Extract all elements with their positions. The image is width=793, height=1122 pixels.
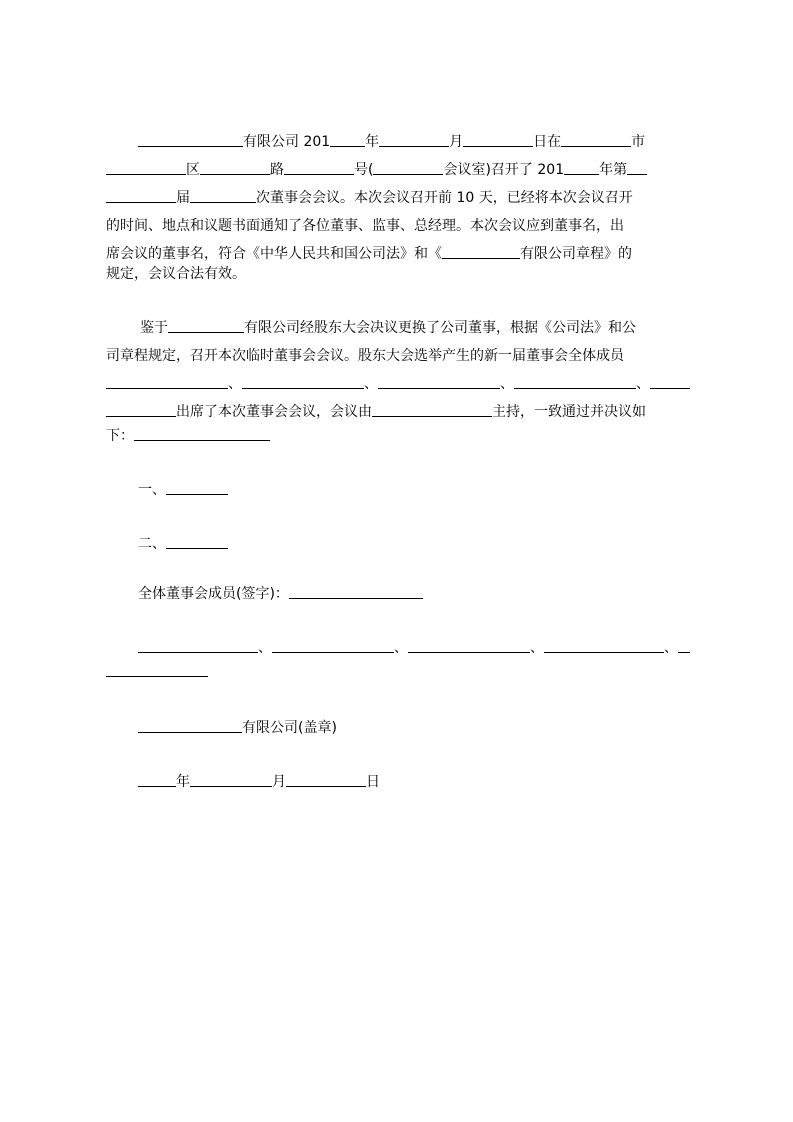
p1-line-1: 有限公司 201 年 月 日在 市: [106, 128, 699, 156]
p1-line-6: 规定，会议合法有效。: [106, 266, 246, 282]
number-blank[interactable]: [284, 157, 354, 175]
member-blank-5[interactable]: [650, 371, 690, 389]
month-blank[interactable]: [379, 129, 449, 147]
resolution-blank[interactable]: [134, 423, 270, 441]
signature-member-1[interactable]: [138, 635, 258, 653]
city-blank[interactable]: [561, 129, 631, 147]
date-month-blank[interactable]: [190, 769, 272, 787]
resolution-item-2: 二、: [106, 530, 699, 558]
signature-label-line: 全体董事会成员(签字)：: [106, 580, 699, 608]
member-blank-6[interactable]: [106, 399, 176, 417]
date-line: 年 月 日: [106, 768, 699, 796]
signature-members-line-2: [106, 658, 699, 686]
member-blank-2[interactable]: [242, 371, 364, 389]
road-blank[interactable]: [200, 157, 270, 175]
p1-line-3: 届 次董事会会议。本次会议召开前 10 天，已经将本次会议召开: [106, 184, 699, 212]
seal-line: 有限公司(盖章): [106, 714, 699, 742]
date-day-blank[interactable]: [286, 769, 366, 787]
company-name-blank-2[interactable]: [442, 241, 520, 259]
member-blank-3[interactable]: [378, 371, 500, 389]
p1-line-2: 区 路 号( 会议室)召开了 201 年第: [106, 156, 699, 184]
seal-company-blank[interactable]: [138, 715, 242, 733]
resolution-1-blank[interactable]: [166, 477, 228, 495]
p2-line-5: 下：: [106, 422, 699, 450]
signature-member-6[interactable]: [106, 659, 208, 677]
signature-member-2[interactable]: [272, 635, 394, 653]
date-year-blank[interactable]: [138, 769, 176, 787]
session-blank[interactable]: [627, 157, 647, 175]
p2-line-2: 司章程规定，召开本次临时董事会会议。股东大会选举产生的新一届董事会全体成员: [106, 348, 624, 364]
member-blank-4[interactable]: [514, 371, 636, 389]
meeting-count-blank[interactable]: [190, 185, 256, 203]
signature-member-4[interactable]: [544, 635, 664, 653]
p2-line-1: 鉴于 有限公司经股东大会决议更换了公司董事，根据《公司法》和公: [106, 314, 699, 342]
day-blank[interactable]: [463, 129, 533, 147]
p2-line-4: 出席了本次董事会会议，会议由 主持，一致通过并决议如: [106, 398, 699, 426]
member-blank-1[interactable]: [106, 371, 228, 389]
signature-member-3[interactable]: [408, 635, 530, 653]
signature-blank[interactable]: [289, 581, 423, 599]
year-blank[interactable]: [330, 129, 365, 147]
meeting-room-blank[interactable]: [373, 157, 443, 175]
signature-members-line: 、 、 、 、: [106, 634, 699, 662]
year2-blank[interactable]: [564, 157, 599, 175]
company-name-blank-3[interactable]: [168, 315, 244, 333]
resolution-2-blank[interactable]: [166, 531, 228, 549]
p2-line-3: 、 、 、 、: [106, 370, 699, 398]
resolution-item-1: 一、: [106, 476, 699, 504]
p1-line-4: 的时间、地点和议题书面通知了各位董事、监事、总经理。本次会议应到董事名，出: [106, 218, 624, 234]
district-blank[interactable]: [106, 157, 186, 175]
term-blank[interactable]: [106, 185, 176, 203]
p1-line-5: 席会议的董事名，符合《中华人民共和国公司法》和《 有限公司章程》的: [106, 240, 699, 268]
host-blank[interactable]: [372, 399, 492, 417]
company-name-blank[interactable]: [138, 129, 243, 147]
signature-member-5[interactable]: [678, 635, 690, 653]
